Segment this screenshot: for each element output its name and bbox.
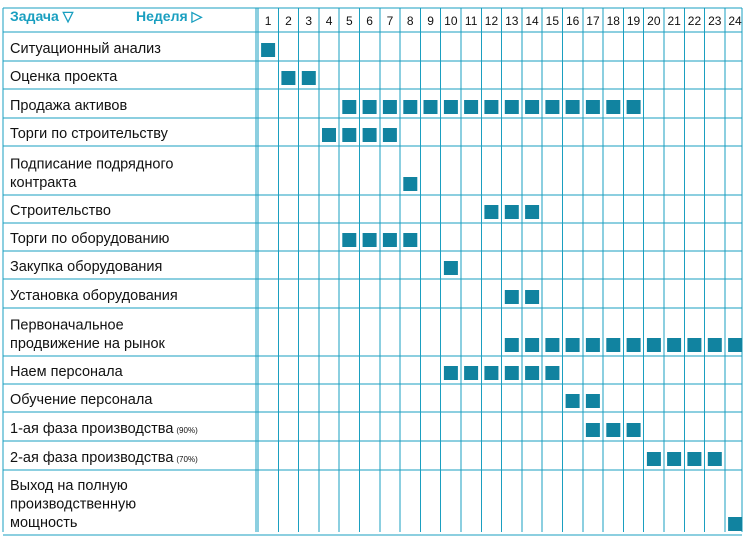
week-column-header: Неделя ▷ <box>136 8 203 24</box>
task-bar-cell <box>728 517 742 531</box>
task-bar-cell <box>444 366 458 380</box>
task-bar-cell <box>505 338 519 352</box>
task-bar-cell <box>444 261 458 275</box>
task-note: (90%) <box>176 426 198 435</box>
week-number: 4 <box>325 14 333 28</box>
task-bar-cell <box>545 338 559 352</box>
task-label: Выход на полную <box>10 478 128 494</box>
task-bar-cell <box>525 205 539 219</box>
week-number: 22 <box>687 14 702 28</box>
task-label: Первоначальное <box>10 317 124 334</box>
task-label: Подписание подрядного <box>10 156 174 173</box>
task-bar-cell <box>505 366 519 380</box>
task-bar-cell <box>484 100 498 114</box>
task-bar-cell <box>687 452 701 466</box>
task-bar-cell <box>545 100 559 114</box>
task-bar-cell <box>545 366 559 380</box>
week-number: 1 <box>264 14 272 28</box>
task-label: мощность <box>10 515 78 531</box>
task-label: Строительство <box>10 203 111 219</box>
task-label: производственную <box>10 496 137 513</box>
week-number: 7 <box>386 14 394 28</box>
task-bar-cell <box>363 100 377 114</box>
task-label: Наем персонала <box>10 364 123 380</box>
task-bar-cell <box>586 338 600 352</box>
task-bar-cell <box>525 100 539 114</box>
week-number: 19 <box>626 14 641 28</box>
task-label: Торги по оборудованию <box>10 231 170 247</box>
task-bar-cell <box>525 290 539 304</box>
week-number: 16 <box>565 14 580 28</box>
task-bar-cell <box>687 338 701 352</box>
task-bar-cell <box>342 128 356 142</box>
task-label: продвижение на рынок <box>10 336 165 352</box>
task-bar-cell <box>586 100 600 114</box>
task-bar-cell <box>606 338 620 352</box>
week-number: 20 <box>647 14 661 28</box>
week-numbers <box>265 14 742 28</box>
task-bar-cell <box>484 366 498 380</box>
task-bar-cell <box>647 338 661 352</box>
task-bar-cell <box>302 71 316 85</box>
task-bar-cell <box>566 394 580 408</box>
week-number: 21 <box>667 14 681 28</box>
task-bar-cell <box>261 43 275 57</box>
week-number: 17 <box>586 14 600 28</box>
task-bar-cell <box>586 423 600 437</box>
task-bar-cell <box>363 233 377 247</box>
week-number: 23 <box>708 14 722 28</box>
task-bar-cell <box>667 338 681 352</box>
week-number: 3 <box>305 14 313 28</box>
week-number: 11 <box>464 14 478 28</box>
task-note: (70%) <box>176 455 198 464</box>
task-bar-cell <box>627 100 641 114</box>
task-bar-cell <box>647 452 661 466</box>
week-number: 14 <box>525 14 539 28</box>
task-bar-cell <box>403 177 417 191</box>
task-bar-cell <box>728 338 742 352</box>
week-number: 24 <box>728 14 742 28</box>
task-labels <box>10 41 198 531</box>
task-bar-cell <box>424 100 438 114</box>
task-bar-cell <box>708 452 722 466</box>
week-number: 15 <box>545 14 560 28</box>
week-number: 9 <box>427 14 434 28</box>
task-bar-cell <box>464 100 478 114</box>
task-bar-cell <box>525 338 539 352</box>
task-label: Продажа активов <box>10 98 128 114</box>
task-bar-cell <box>403 100 417 114</box>
task-bar-cell <box>383 233 397 247</box>
week-number: 6 <box>366 14 373 28</box>
task-bar-cell <box>342 233 356 247</box>
task-bar-cell <box>444 100 458 114</box>
task-bar-cell <box>383 128 397 142</box>
task-bar-cell <box>566 100 580 114</box>
task-bar-cell <box>464 366 478 380</box>
week-number: 12 <box>484 14 499 28</box>
week-number: 18 <box>606 14 620 28</box>
task-label: Торги по строительству <box>10 126 168 142</box>
task-bar-cell <box>606 423 620 437</box>
week-number: 8 <box>406 14 414 28</box>
week-number: 5 <box>346 14 353 28</box>
task-bar-cell <box>586 394 600 408</box>
task-bar-cell <box>667 452 681 466</box>
task-column-header: Задача ▽ <box>10 8 74 24</box>
task-bar-cell <box>505 100 519 114</box>
task-bar-cell <box>383 100 397 114</box>
week-number: 10 <box>444 14 458 28</box>
task-bar-cell <box>281 71 295 85</box>
task-label: Обучение персонала <box>10 392 153 408</box>
task-label: 1-ая фаза производства (90%) <box>10 421 198 437</box>
task-label: контракта <box>10 175 77 191</box>
task-bar-cell <box>505 290 519 304</box>
task-bar-cell <box>566 338 580 352</box>
task-bar-cell <box>606 100 620 114</box>
task-bar-cell <box>708 338 722 352</box>
week-number: 2 <box>285 14 292 28</box>
task-label: Ситуационный анализ <box>10 41 161 57</box>
task-bar-cell <box>363 128 377 142</box>
task-label: 2-ая фаза производства (70%) <box>10 450 198 466</box>
task-bar-cell <box>627 338 641 352</box>
task-bar-cell <box>342 100 356 114</box>
task-bar-cell <box>484 205 498 219</box>
task-bar-cell <box>627 423 641 437</box>
task-bar-cell <box>403 233 417 247</box>
week-number: 13 <box>505 14 519 28</box>
task-label: Закупка оборудования <box>10 259 163 275</box>
task-bar-cell <box>525 366 539 380</box>
task-bar-cell <box>505 205 519 219</box>
task-label: Установка оборудования <box>10 288 178 304</box>
task-bar-cell <box>322 128 336 142</box>
task-label: Оценка проекта <box>10 69 118 85</box>
